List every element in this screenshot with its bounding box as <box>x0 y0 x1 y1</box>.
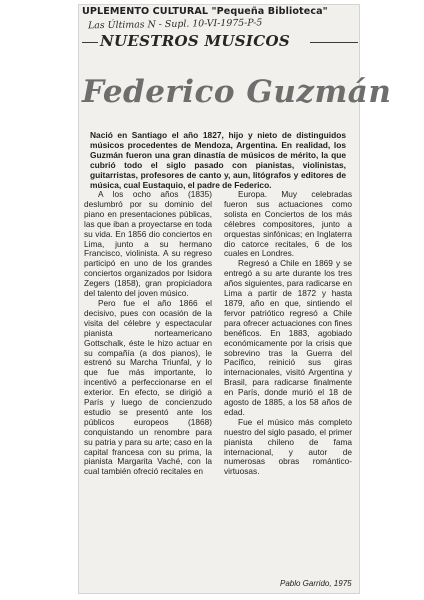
section-rule-left <box>82 42 98 43</box>
right-paragraph-3: Fue el músico más completo nuestro del siglo pasado, el primer pianista chileno de fama internacional, y autor de numerosas obras romántico-virtuosas. <box>224 416 352 477</box>
article-column-left <box>84 190 212 585</box>
handwritten-source-note: Las Últimas N - Supl. 10-VI-1975-P-5 <box>87 17 263 32</box>
article-column-right <box>224 190 352 590</box>
author-signature: Pablo Garrido, 1975 <box>280 579 352 588</box>
section-rule-right <box>310 42 358 43</box>
article-title: Federico Guzmán <box>82 74 392 110</box>
left-paragraph-2: Pero fue el año 1866 el decisivo, pues con ocasión de la visita del célebre y espectacular pianista norteamericano Gottschalk, éste le hizo actuar en su compañía (a dos pianos), le estrenó su Marcha Triunfal, y lo que fue más importante, lo incentivó a perfeccionarse en el exterior. En efecto, se dirigió a París y luego de concienzudo estudio se presentó ante los públicos europeos (1868) conquistando un renombre para su patria y para su arte; caso en la capital francesa con su prima, la pianista Margarita Vaché, con la cual también ofreció recitales en <box>84 297 212 477</box>
newspaper-clipping <box>78 4 392 594</box>
article-lead: Nació en Santiago el año 1827, hijo y nieto de distinguidos músicos procedentes de Mendoza, Argentina. En realidad, los Guzmán fueron una gran dinastía de músicos de mérito, la que cubrió todo el siglo pasado con pianistas, violinistas, guitarristas, profesores de canto y, aun, litógrafos y editores de música, cual Eustaquio, el padre de Federico. <box>90 130 346 191</box>
left-paragraph-1: A los ocho años (1835) deslumbró por su dominio del piano en presentaciones públicas, las que iban a proyectarse en toda su vida. En 1856 dio conciertos en Lima, junto a su hermano Francisco, violinista. A su regreso participó en uno de los grandes conciertos organizados por Isidora Zegers (1858), gran propiciadora del talento del joven músico. <box>84 189 212 299</box>
right-paragraph-1: Europa. Muy celebradas fueron sus actuaciones como solista en Conciertos de los más célebres compositores, junto a orquestas sinfónicas; en Inglaterra dio catorce recitales, 6 de los cuales en Londres. <box>224 189 352 259</box>
right-paragraph-2: Regresó a Chile en 1869 y se entregó a su arte durante los tres años siguientes, para radicarse en Lima a partir de 1872 y hasta 1879, año en que, sintiendo el fervor patriótico regresó a Chile para ofrecer actuaciones con fines benéficos. En 1883, agobiado económicamente por la crisis que sobrevino tras la Guerra del Pacífico, reinició sus giras internacionales, visitó Argentina y Brasil, para radicarse finalmente en París, donde murió el 18 de agosto de 1885, a los 58 años de edad. <box>224 258 352 417</box>
section-label: NUESTROS MUSICOS <box>100 32 290 50</box>
supplement-header: UPLEMENTO CULTURAL "Pequeña Biblioteca" <box>82 6 328 17</box>
